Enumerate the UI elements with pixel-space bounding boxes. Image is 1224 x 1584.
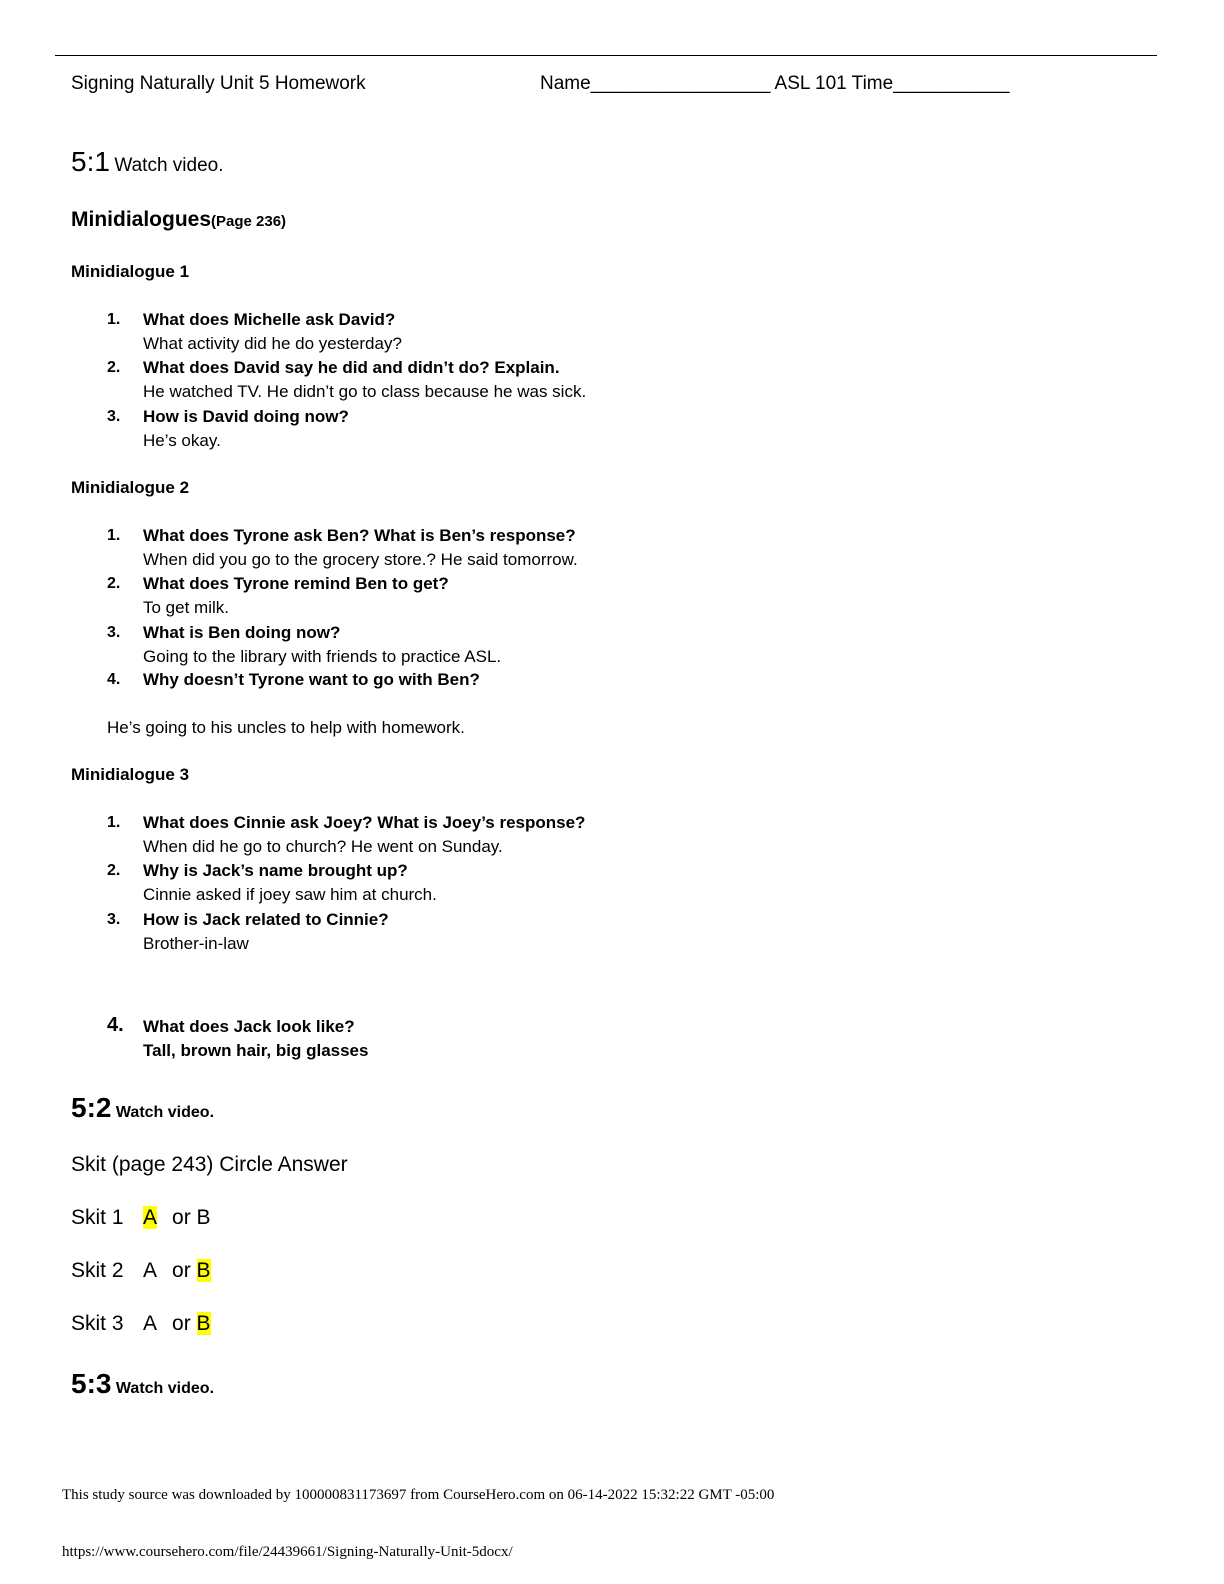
answer: Tall, brown hair, big glasses bbox=[143, 1041, 369, 1060]
question-number: 3. bbox=[107, 624, 121, 641]
source-url-link[interactable]: https://www.coursehero.com/file/24439661/Signing-Naturally-Unit-5docx/ bbox=[62, 1544, 513, 1560]
question-number: 2. bbox=[107, 575, 121, 592]
skit-label: Skit 2 bbox=[71, 1259, 124, 1282]
skit-option-b: B bbox=[196, 1206, 211, 1229]
skit-heading: Skit (page 243) Circle Answer bbox=[71, 1153, 348, 1176]
answer: When did he go to church? He went on Sunday. bbox=[143, 837, 503, 856]
minidialogue-2-title: Minidialogue 2 bbox=[71, 478, 190, 497]
question: Why doesn’t Tyrone want to go with Ben? bbox=[143, 670, 480, 689]
skit-option-a: A bbox=[143, 1259, 158, 1282]
question-number: 1. bbox=[107, 814, 121, 831]
section-5-2 bbox=[71, 1092, 214, 1124]
page-reference: (Page 236) bbox=[211, 213, 287, 230]
document-title: Signing Naturally Unit 5 Homework bbox=[71, 73, 366, 94]
section-5-3 bbox=[71, 1368, 214, 1400]
name-time-fields: Name_________________ ASL 101 Time___________ bbox=[540, 73, 1010, 94]
question: What does Jack look like? bbox=[143, 1017, 355, 1036]
minidialogues-title: Minidialogues bbox=[71, 208, 212, 231]
question: What does Cinnie ask Joey? What is Joey’s response? bbox=[143, 813, 586, 832]
section-instruction: Watch video. bbox=[114, 155, 224, 176]
question-number: 1. bbox=[107, 311, 121, 328]
skit-option-b-selected: B bbox=[196, 1259, 211, 1282]
skit-row bbox=[71, 1312, 211, 1336]
answer: He watched TV. He didn’t go to class because he was sick. bbox=[143, 382, 587, 401]
answer: When did you go to the grocery store.? He said tomorrow. bbox=[143, 550, 578, 569]
question: What does Michelle ask David? bbox=[143, 310, 396, 329]
skit-or: or bbox=[172, 1259, 191, 1282]
minidialogue-1-title: Minidialogue 1 bbox=[71, 262, 190, 281]
answer: He’s okay. bbox=[143, 431, 221, 450]
question: How is David doing now? bbox=[143, 407, 349, 426]
question-number: 3. bbox=[107, 408, 121, 425]
question: How is Jack related to Cinnie? bbox=[143, 910, 389, 929]
skit-or: or bbox=[172, 1206, 191, 1229]
question: Why is Jack’s name brought up? bbox=[143, 861, 408, 880]
section-instruction: Watch video. bbox=[115, 1104, 215, 1121]
answer: Cinnie asked if joey saw him at church. bbox=[143, 885, 437, 904]
question-number: 1. bbox=[107, 527, 121, 544]
header-rule bbox=[55, 55, 1157, 56]
answer: He’s going to his uncles to help with homework. bbox=[107, 718, 465, 737]
answer: Going to the library with friends to practice ASL. bbox=[143, 647, 502, 666]
section-number: 5:2 bbox=[71, 1092, 112, 1123]
question-number: 2. bbox=[107, 359, 121, 376]
download-notice: This study source was downloaded by 100000831173697 from CourseHero.com on 06-14-2022 15:32:22 GMT -05:00 bbox=[62, 1487, 775, 1503]
question-number: 4. bbox=[107, 671, 121, 688]
skit-label: Skit 1 bbox=[71, 1206, 124, 1229]
skit-option-a: A bbox=[143, 1312, 158, 1335]
skit-row bbox=[71, 1206, 211, 1230]
skit-row bbox=[71, 1259, 211, 1283]
answer: What activity did he do yesterday? bbox=[143, 334, 402, 353]
section-5-1 bbox=[71, 146, 224, 178]
question: What does David say he did and didn’t do? Explain. bbox=[143, 358, 560, 377]
answer: To get milk. bbox=[143, 598, 229, 617]
question-number: 4. bbox=[107, 1014, 124, 1036]
skit-label: Skit 3 bbox=[71, 1312, 124, 1335]
answer: Brother-in-law bbox=[143, 934, 249, 953]
minidialogue-3-title: Minidialogue 3 bbox=[71, 765, 190, 784]
skit-or: or bbox=[172, 1312, 191, 1335]
question: What does Tyrone remind Ben to get? bbox=[143, 574, 449, 593]
section-instruction: Watch video. bbox=[115, 1380, 215, 1397]
skit-option-b-selected: B bbox=[196, 1312, 211, 1335]
question-number: 3. bbox=[107, 911, 121, 928]
skit-option-a-selected: A bbox=[143, 1206, 158, 1229]
question: What does Tyrone ask Ben? What is Ben’s response? bbox=[143, 526, 576, 545]
section-number: 5:1 bbox=[71, 146, 110, 177]
question: What is Ben doing now? bbox=[143, 623, 341, 642]
section-number: 5:3 bbox=[71, 1368, 112, 1399]
minidialogues-heading bbox=[71, 208, 286, 232]
question-number: 2. bbox=[107, 862, 121, 879]
